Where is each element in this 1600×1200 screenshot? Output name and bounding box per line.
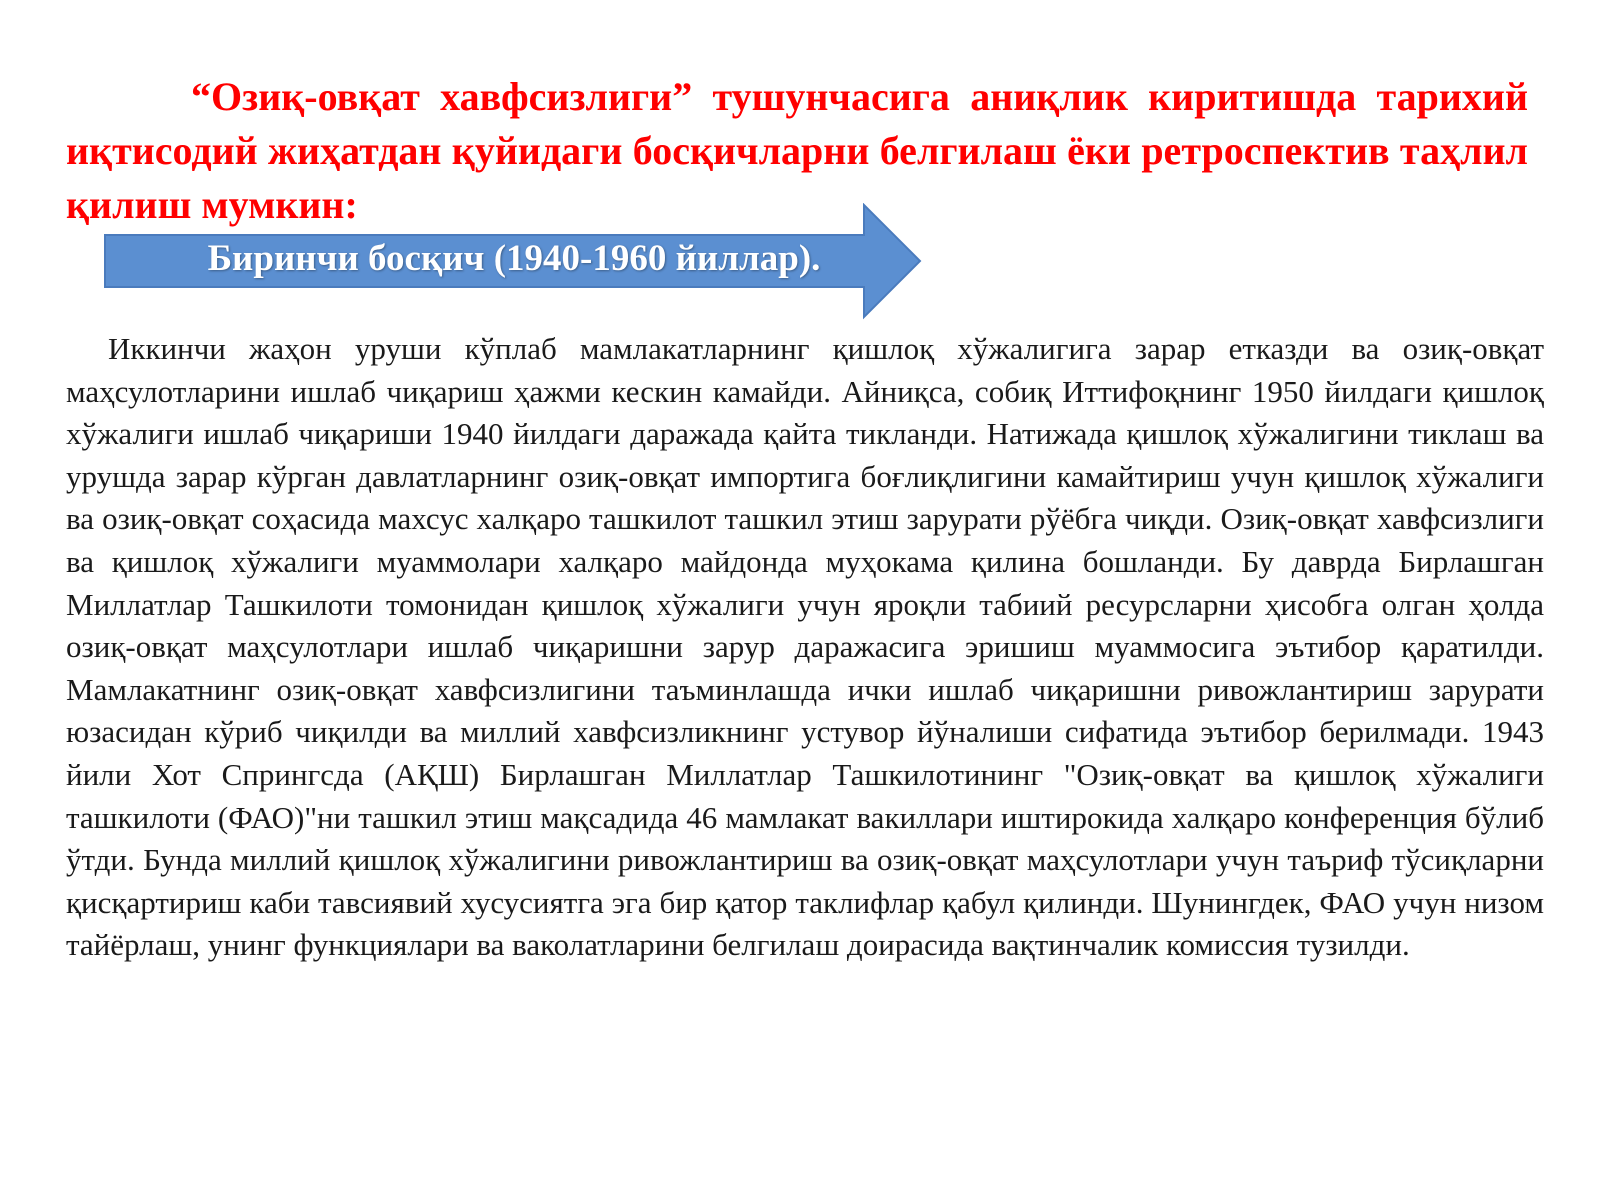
body-paragraph: Иккинчи жаҳон уруши кўплаб мамлакатларнинг қишлоқ хўжалигига зарар етказди ва озиқ-овқат маҳсулотларини ишлаб чиқариш ҳажми кескин камайди. Айниқса, собиқ Иттифоқнинг 1950 йилдаги қишлоқ хўжалиги ишлаб чиқариши 1940 йилдаги даражада қайта тикланди. Натижада қишлоқ хўжалигини тиклаш ва урушда зарар кўрган давлатларнинг озиқ-овқат импортига боғлиқлигини камайтириш учун қишлоқ хўжалиги ва озиқ-овқат соҳасида махсус халқаро ташкилот ташкил этиш зарурати рўёбга чиқди. Озиқ-овқат хавфсизлиги ва қишлоқ хўжалиги муаммолари халқаро майдонда муҳокама қилина бошланди. Бу даврда Бирлашган Миллатлар Ташкилоти томонидан қишлоқ хўжалиги учун яроқли табиий ресурсларни ҳисобга олган ҳолда озиқ-овқат маҳсулотлари ишлаб чиқаришни зарур даражасига эришиш муаммосига эътибор қаратилди. Мамлакатнинг озиқ-овқат хавфсизлигини таъминлашда ички ишлаб чиқаришни ривожлантириш зарурати юзасидан кўриб чиқилди ва миллий хавфсизликнинг устувор йўналиши сифатида эътибор берилмади. 1943 йили Хот Спрингсда (АҚШ) Бирлашган Миллатлар Ташкилотининг "Озиқ-овқат ва қишлоқ хўжалиги ташкилоти (ФАО)"ни ташкил этиш мақсадида 46 мамлакат вакиллари иштирокида халқаро конференция бўлиб ўтди. Бунда миллий қишлоқ хўжалигини ривожлантириш ва озиқ-овқат маҳсулотлари учун таъриф тўсиқларни қисқартириш каби тавсиявий хусусиятга эга бир қатор таклифлар қабул қилинди. Шунингдек, ФАО учун низом тайёрлаш, унинг функциялари ва ваколатларини белгилаш доирасида вақтинчалик комиссия тузилди. bbox=[66, 331, 1544, 963]
slide-heading: “Озиқ-овқат хавфсизлиги” тушунчасига аниқлик киритишда тарихий иқтисодий жиҳатдан қуйидаги босқичларни белгилаш ёки ретроспектив таҳлил қилиш мумкин: bbox=[66, 74, 1528, 227]
stage-arrow-label: Биринчи босқич (1940-1960 йиллар). bbox=[207, 238, 821, 279]
stage-arrow bbox=[104, 203, 940, 320]
